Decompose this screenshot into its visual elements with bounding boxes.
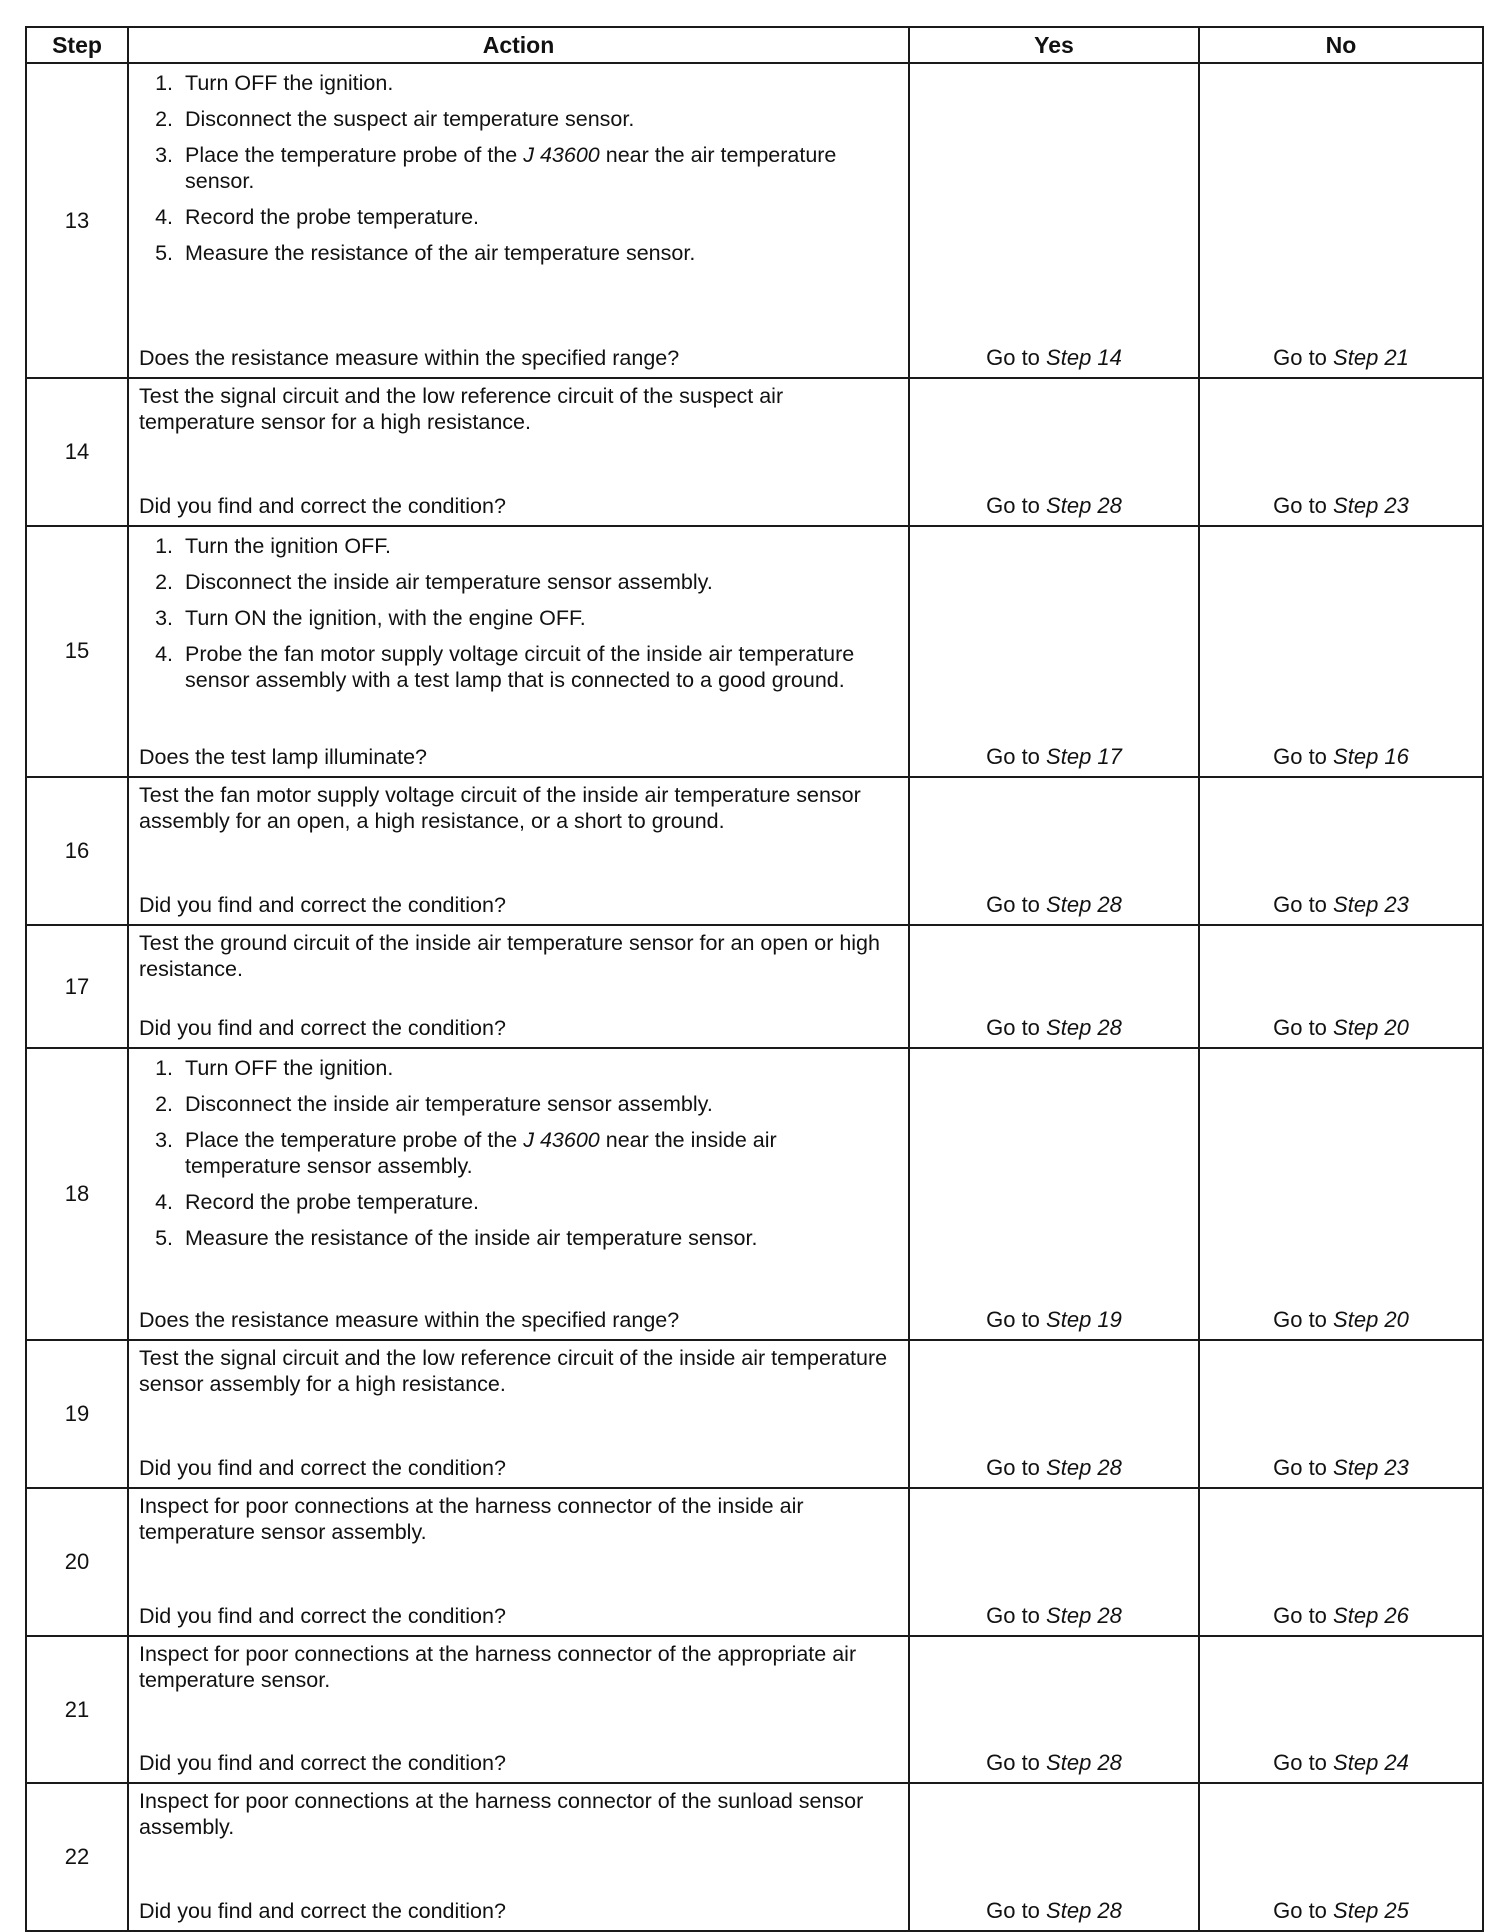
- yes-result-cell: [909, 1488, 1199, 1636]
- no-result-cell: [1199, 1636, 1483, 1784]
- step-number: 18: [26, 1048, 128, 1341]
- action-question: Does the resistance measure within the specified range?: [139, 346, 680, 370]
- table-row: [26, 1783, 1483, 1931]
- goto-prefix: Go to: [1273, 892, 1327, 918]
- instruction-item: [179, 605, 898, 631]
- yes-step-reference: Step 28: [1046, 1455, 1122, 1481]
- no-result-cell: [1199, 378, 1483, 526]
- instruction-item: [179, 1189, 898, 1215]
- instruction-text: Measure the resistance of the inside air temperature sensor.: [185, 1225, 758, 1250]
- action-description: Inspect for poor connections at the harness connector of the sunload sensor assembly.: [139, 1789, 864, 1840]
- goto-prefix: Go to: [986, 1307, 1040, 1333]
- action-cell: [128, 1783, 909, 1931]
- instruction-item: [179, 106, 898, 132]
- yes-step-reference: Step 17: [1046, 743, 1122, 769]
- instruction-text: Record the probe temperature.: [185, 205, 479, 229]
- action-question: Did you find and correct the condition?: [139, 1751, 506, 1776]
- instruction-item: [179, 70, 898, 96]
- goto-prefix: Go to: [986, 1898, 1040, 1923]
- step-number: 22: [26, 1783, 128, 1931]
- goto-prefix: Go to: [986, 345, 1040, 370]
- instruction-item: [179, 142, 898, 194]
- no-step-reference: Step 23: [1333, 492, 1409, 518]
- action-cell: [128, 1340, 909, 1488]
- no-result-cell: [1199, 1340, 1483, 1488]
- action-content: [139, 1788, 898, 1924]
- instruction-text: Turn OFF the ignition.: [185, 1055, 394, 1080]
- instruction-item: [179, 1225, 898, 1251]
- action-content: [139, 1053, 898, 1334]
- yes-result-cell: [909, 63, 1199, 378]
- no-step-reference: Step 20: [1333, 1307, 1409, 1333]
- no-step-reference: Step 21: [1333, 345, 1409, 370]
- table-row: [26, 378, 1483, 526]
- goto-prefix: Go to: [1273, 345, 1327, 370]
- instruction-text: Turn ON the ignition, with the engine OFF.: [185, 605, 586, 630]
- instruction-text: Turn OFF the ignition.: [185, 71, 394, 95]
- no-step-reference: Step 16: [1333, 743, 1409, 769]
- instruction-text: Turn the ignition OFF.: [185, 533, 391, 558]
- instruction-text: Place the temperature probe of the: [185, 143, 524, 167]
- no-step-reference: Step 23: [1333, 1455, 1409, 1481]
- goto-prefix: Go to: [1273, 1750, 1327, 1776]
- action-question: Does the test lamp illuminate?: [139, 744, 428, 769]
- instruction-list: [139, 70, 898, 276]
- no-result-cell: [1199, 1048, 1483, 1341]
- instruction-item: [179, 1091, 898, 1117]
- action-description: Test the ground circuit of the inside air temperature sensor for an open or high resistance.: [139, 931, 880, 982]
- yes-step-reference: Step 28: [1046, 1602, 1122, 1628]
- goto-prefix: Go to: [986, 892, 1040, 918]
- action-cell: [128, 526, 909, 777]
- action-content: [139, 1345, 898, 1481]
- action-content: [139, 68, 898, 371]
- tool-reference: J 43600: [523, 1127, 600, 1152]
- action-cell: [128, 1488, 909, 1636]
- action-cell: [128, 1048, 909, 1341]
- action-content: [139, 782, 898, 919]
- action-question: Did you find and correct the condition?: [139, 1015, 506, 1040]
- action-content: [139, 930, 898, 1040]
- yes-step-reference: Step 14: [1046, 345, 1122, 370]
- table-body: [26, 63, 1483, 1931]
- tool-reference: J 43600: [523, 143, 600, 167]
- action-column-header: Action: [128, 27, 909, 63]
- table-row: [26, 1048, 1483, 1341]
- action-question: Did you find and correct the condition?: [139, 493, 506, 518]
- header-row: [26, 27, 1483, 63]
- step-number: 16: [26, 777, 128, 926]
- action-question: Did you find and correct the condition?: [139, 1456, 506, 1481]
- action-content: [139, 1493, 898, 1629]
- yes-result-cell: [909, 1340, 1199, 1488]
- table-row: [26, 526, 1483, 777]
- yes-result-cell: [909, 378, 1199, 526]
- no-result-cell: [1199, 1783, 1483, 1931]
- action-cell: [128, 777, 909, 926]
- action-description: Inspect for poor connections at the harness connector of the appropriate air temperature sensor.: [139, 1641, 857, 1692]
- yes-result-cell: [909, 777, 1199, 926]
- no-step-reference: Step 26: [1333, 1602, 1409, 1628]
- goto-prefix: Go to: [986, 1750, 1040, 1776]
- instruction-item: [179, 204, 898, 230]
- table-row: [26, 1488, 1483, 1636]
- yes-result-cell: [909, 1636, 1199, 1784]
- no-step-reference: Step 25: [1333, 1898, 1409, 1923]
- step-number: 13: [26, 63, 128, 378]
- diagnostic-table-page: [25, 26, 1482, 1932]
- instruction-text: Disconnect the suspect air temperature sensor.: [185, 107, 635, 131]
- step-number: 15: [26, 526, 128, 777]
- step-number: 14: [26, 378, 128, 526]
- action-question: Did you find and correct the condition?: [139, 893, 506, 918]
- action-question: Did you find and correct the condition?: [139, 1899, 506, 1923]
- instruction-item: [179, 1055, 898, 1081]
- yes-result-cell: [909, 526, 1199, 777]
- instruction-text: Disconnect the inside air temperature sensor assembly.: [185, 569, 713, 594]
- instruction-text: near the air temperature sensor.: [185, 143, 837, 193]
- goto-prefix: Go to: [986, 492, 1040, 518]
- goto-prefix: Go to: [986, 743, 1040, 769]
- yes-step-reference: Step 28: [1046, 1014, 1122, 1040]
- goto-prefix: Go to: [986, 1014, 1040, 1040]
- goto-prefix: Go to: [1273, 1307, 1327, 1333]
- instruction-text: Probe the fan motor supply voltage circuit of the inside air temperature sensor assembly with a test lamp that is connected to a good ground.: [185, 641, 855, 692]
- goto-prefix: Go to: [1273, 1455, 1327, 1481]
- no-step-reference: Step 23: [1333, 892, 1409, 918]
- yes-result-cell: [909, 925, 1199, 1047]
- action-question: Does the resistance measure within the specified range?: [139, 1308, 680, 1333]
- goto-prefix: Go to: [1273, 1898, 1327, 1923]
- goto-prefix: Go to: [986, 1455, 1040, 1481]
- action-cell: [128, 378, 909, 526]
- instruction-text: near the inside air temperature sensor assembly.: [185, 1127, 777, 1178]
- instruction-list: [139, 1055, 898, 1261]
- action-description: Test the fan motor supply voltage circuit of the inside air temperature sensor assembly for an open, a high resistance, or a short to ground.: [139, 782, 861, 833]
- step-number: 21: [26, 1636, 128, 1784]
- action-question: Did you find and correct the condition?: [139, 1603, 506, 1628]
- step-number: 17: [26, 925, 128, 1047]
- no-column-header: No: [1199, 27, 1483, 63]
- action-content: [139, 1641, 898, 1777]
- action-description: Test the signal circuit and the low reference circuit of the suspect air temperature sensor for a high resistance.: [139, 384, 784, 434]
- yes-step-reference: Step 28: [1046, 892, 1122, 918]
- action-cell: [128, 1636, 909, 1784]
- yes-step-reference: Step 28: [1046, 1898, 1122, 1923]
- table-row: [26, 1636, 1483, 1784]
- table-row: [26, 777, 1483, 926]
- no-result-cell: [1199, 925, 1483, 1047]
- yes-result-cell: [909, 1048, 1199, 1341]
- goto-prefix: Go to: [1273, 492, 1327, 518]
- instruction-item: [179, 1127, 898, 1179]
- instruction-list: [139, 533, 898, 703]
- goto-prefix: Go to: [1273, 1014, 1327, 1040]
- no-result-cell: [1199, 1488, 1483, 1636]
- instruction-text: Record the probe temperature.: [185, 1189, 479, 1214]
- goto-prefix: Go to: [1273, 1602, 1327, 1628]
- diagnostic-table: [25, 26, 1484, 1932]
- no-result-cell: [1199, 526, 1483, 777]
- step-number: 20: [26, 1488, 128, 1636]
- instruction-text: Place the temperature probe of the: [185, 1127, 524, 1152]
- step-column-header: Step: [26, 27, 128, 63]
- action-content: [139, 383, 898, 519]
- instruction-item: [179, 240, 898, 266]
- action-content: [139, 531, 898, 770]
- goto-prefix: Go to: [1273, 743, 1327, 769]
- goto-prefix: Go to: [986, 1602, 1040, 1628]
- instruction-item: [179, 533, 898, 559]
- table-row: [26, 925, 1483, 1047]
- yes-step-reference: Step 28: [1046, 492, 1122, 518]
- table-row: [26, 1340, 1483, 1488]
- yes-column-header: Yes: [909, 27, 1199, 63]
- table-row: [26, 63, 1483, 378]
- action-description: Test the signal circuit and the low reference circuit of the inside air temperature sensor assembly for a high resistance.: [139, 1346, 888, 1397]
- action-cell: [128, 63, 909, 378]
- yes-result-cell: [909, 1783, 1199, 1931]
- no-step-reference: Step 20: [1333, 1014, 1409, 1040]
- instruction-item: [179, 569, 898, 595]
- yes-step-reference: Step 28: [1046, 1750, 1122, 1776]
- no-result-cell: [1199, 63, 1483, 378]
- no-step-reference: Step 24: [1333, 1750, 1409, 1776]
- yes-step-reference: Step 19: [1046, 1307, 1122, 1333]
- action-cell: [128, 925, 909, 1047]
- instruction-item: [179, 641, 898, 693]
- action-description: Inspect for poor connections at the harness connector of the inside air temperature sensor assembly.: [139, 1494, 804, 1545]
- instruction-text: Disconnect the inside air temperature sensor assembly.: [185, 1091, 713, 1116]
- no-result-cell: [1199, 777, 1483, 926]
- instruction-text: Measure the resistance of the air temperature sensor.: [185, 241, 696, 265]
- step-number: 19: [26, 1340, 128, 1488]
